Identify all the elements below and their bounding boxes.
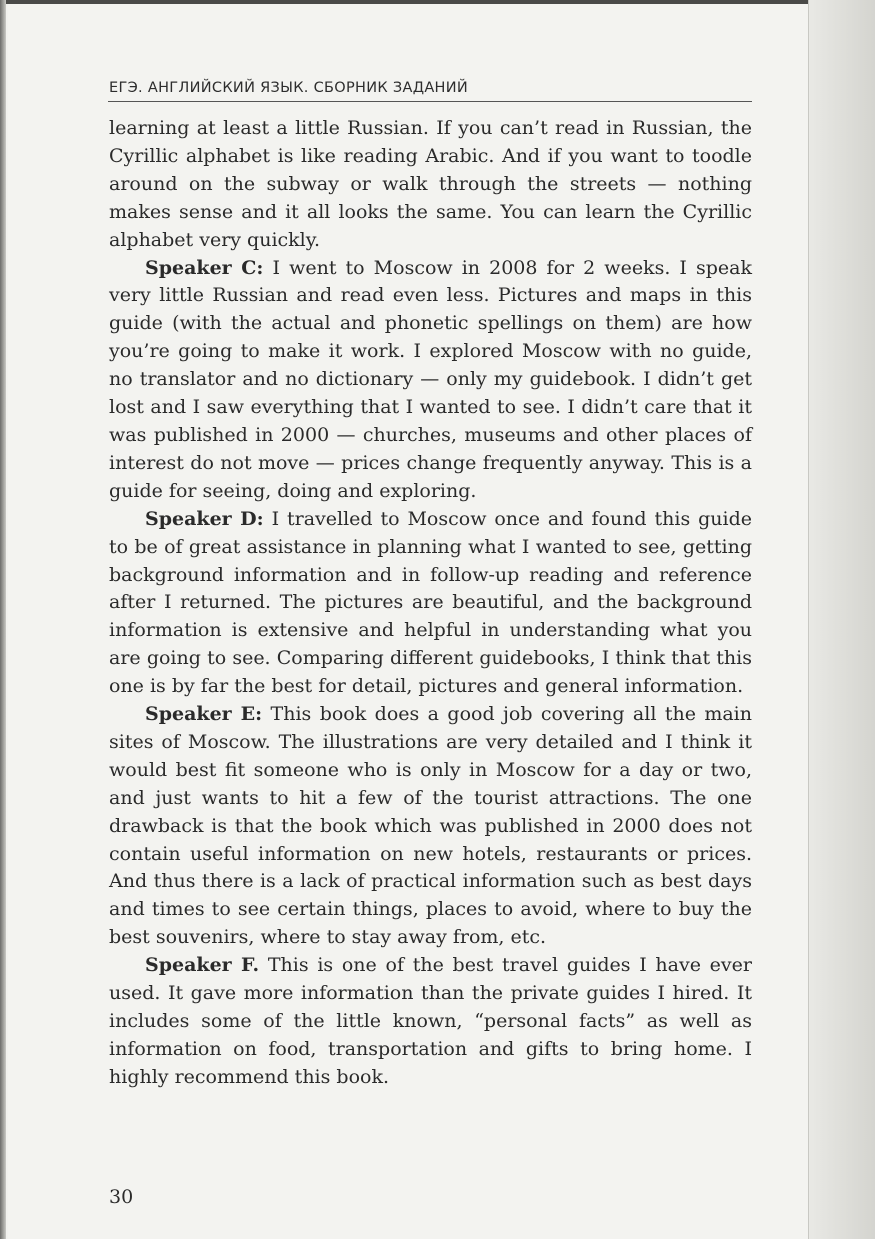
paragraph-text: I travelled to Moscow once and found this guide to be of great assistance in planning what I wanted to see, getting background information and in follow-up reading and reference after I returned. The pictures are beautiful, and the background information is extensive and helpful in understanding what you are going to see. Comparing different guidebooks, I think that this one is by far the best for detail, pictures and general information. [109,507,753,698]
speaker-label: Speaker F. [145,954,260,977]
header-rule [108,101,752,102]
running-head-title: ЕГЭ. АНГЛИЙСКИЙ ЯЗЫК. СБОРНИК ЗАДАНИЙ [109,80,469,96]
paragraph-text: learning at least a little Russian. If you can’t read in Russian, the Cyrillic alphabet is like reading Arabic. And if you want to toodle around on the subway or walk through the streets — nothing makes sense and it all looks the same. You can learn the Cyrillic alphabet very quickly. [109,117,752,251]
paragraph-speaker-f [109,952,752,1092]
paragraph-continuation [109,115,752,255]
body-text [109,115,752,1092]
speaker-label: Speaker D: [145,507,264,530]
speaker-label: Speaker C: [145,256,264,279]
paragraph-text: This is one of the best travel guides I have ever used. It gave more information than the private guides I hired. It includes some of the little known, “personal facts” as well as information on food, transportation and gifts to bring home. I highly recommend this book. [109,954,752,1088]
page-left-edge [0,0,6,1239]
paragraph-speaker-d [109,506,752,701]
paragraph-text: I went to Moscow in 2008 for 2 weeks. I speak very little Russian and read even less. Pictures and maps in this guide (with the actual and phonetic spellings on them) are how you’re going to make it work. I explored Moscow with no guide, no translator and no dictionary — only my guidebook. I didn’t get lost and I saw everything that I wanted to see. I didn’t care that it was published in 2000 — churches, museums and other places of interest do not move — prices change frequently anyway. This is a guide for seeing, doing and exploring. [109,256,753,502]
paragraph-speaker-e [109,701,752,952]
paragraph-text: This book does a good job covering all the main sites of Moscow. The illustrations are very detailed and I think it would best fit someone who is only in Moscow for a day or two, and just wants to hit a few of the tourist attractions. The one drawback is that the book which was published in 2000 does not contain useful information on new hotels, restaurants or prices. And thus there is a lack of practical information such as best days and times to see certain things, places to avoid, where to buy the best souvenirs, where to stay away from, etc. [109,703,752,949]
page-number: 30 [109,1186,134,1208]
paragraph-speaker-c [109,255,752,506]
speaker-label: Speaker E: [145,703,263,726]
page-right-edge [808,0,875,1239]
